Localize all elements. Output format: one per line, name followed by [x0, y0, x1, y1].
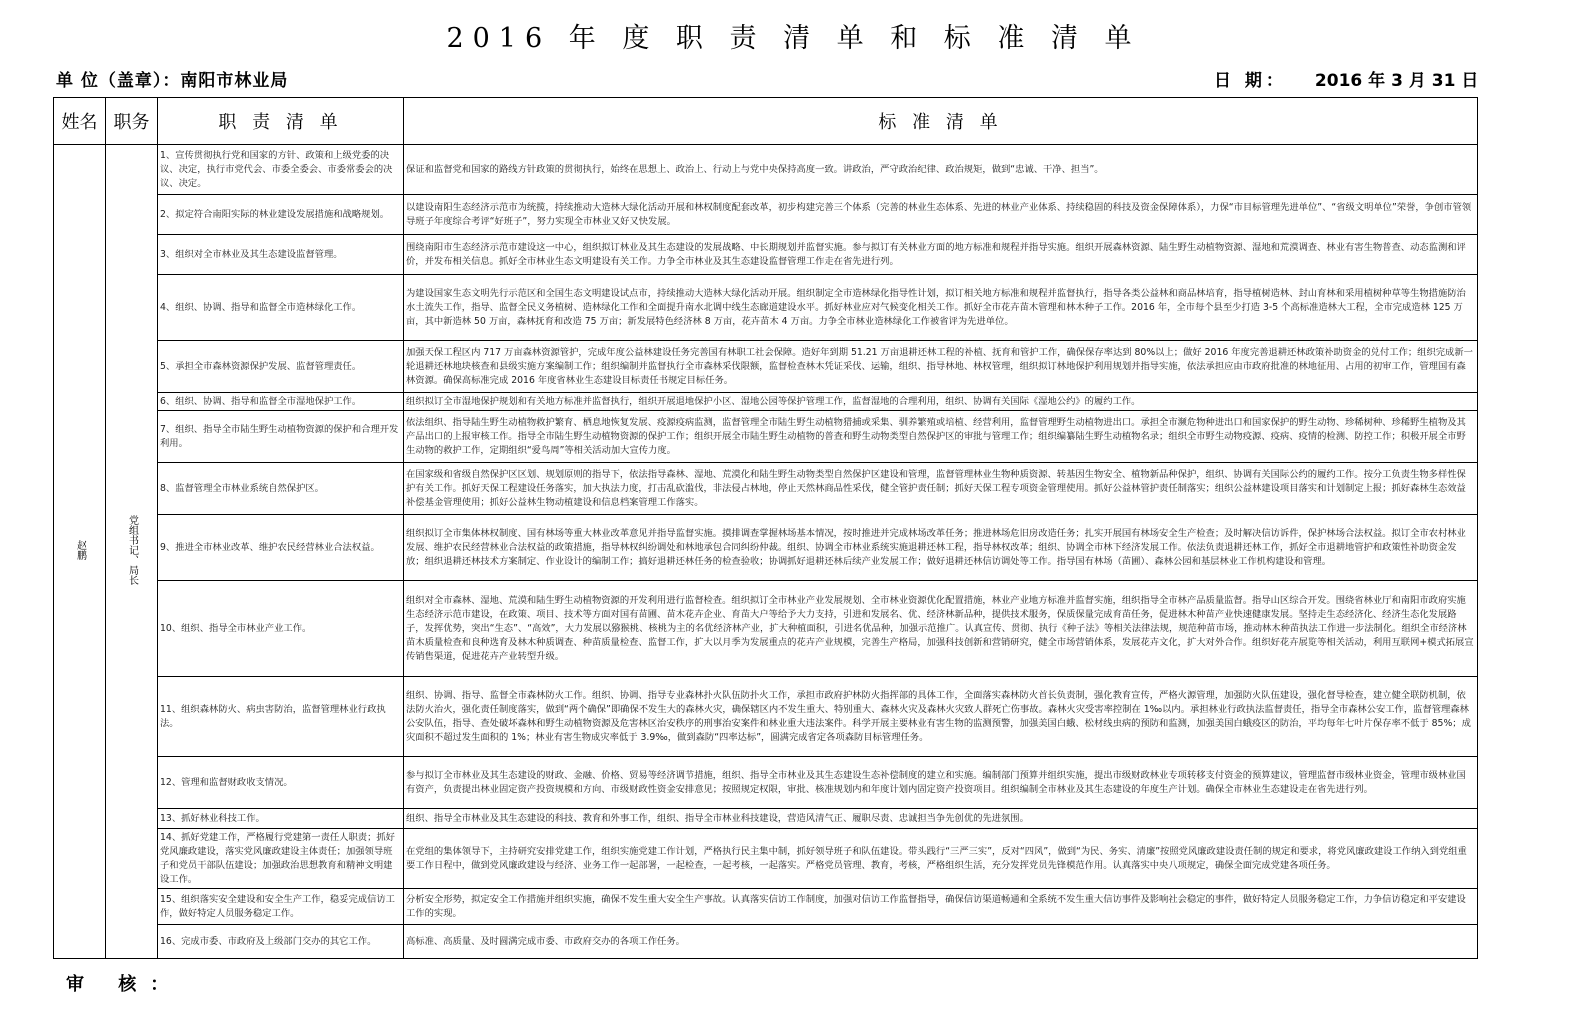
duty-cell: 9、推进全市林业改革、维护农民经营林业合法权益。: [158, 515, 404, 581]
table-row: [54, 195, 1478, 235]
duty-cell: 6、组织、协调、指导和监督全市湿地保护工作。: [158, 393, 404, 411]
standard-cell: 组织拟订全市湿地保护规划和有关地方标准并监督执行，组织开展退地保护小区、湿地公园等保护管理工作，监督湿地的合理利用，组织、协调有关国际《湿地公约》的履约工作。: [404, 393, 1478, 411]
table-row: [54, 889, 1478, 925]
table-row: [54, 515, 1478, 581]
duty-cell: 14、抓好党建工作，严格履行党建第一责任人职责；抓好党风廉政建设，落实党风廉政建设主体责任；加强领导班子和党员干部队伍建设；加强政治思想教育和精神文明建设工作。: [158, 829, 404, 889]
table-row: [54, 275, 1478, 341]
duty-cell: 11、组织森林防火、病虫害防治，监督管理林业行政执法。: [158, 677, 404, 757]
duty-cell: 2、拟定符合南阳实际的林业建设发展措施和战略规划。: [158, 195, 404, 235]
standard-cell: 以建设南阳生态经济示范市为统揽，持续推动大造林大绿化活动开展和林权制度配套改革，初步构建完善三个体系（完善的林业生态体系、先进的林业产业体系、持续稳固的科技及资金保障体系），力保“市目标管理先进单位”、“省级文明单位”荣誉，争创市管领导班子年度综合考评“好班子”，努力实现全市林业又好又快发展。: [404, 195, 1478, 235]
person-name: 赵鹏: [74, 540, 86, 560]
table-row: [54, 393, 1478, 411]
header-duty: 职 责 清 单: [158, 98, 404, 145]
table-header-row: [54, 98, 1478, 145]
header-post: 职务: [106, 98, 158, 145]
page-title: 2016 年 度 职 责 清 单 和 标 准 清 单: [446, 23, 1141, 54]
date-value: 2016 年 3 月 31 日: [1314, 71, 1479, 91]
header-standard: 标 准 清 单: [404, 98, 1478, 145]
duty-cell: 15、组织落实安全建设和安全生产工作，稳妥完成信访工作，做好特定人员服务稳定工作。: [158, 889, 404, 925]
standard-cell: 在国家级和省级自然保护区区划、规划原则的指导下，依法指导森林、湿地、荒漠化和陆生野生动物类型自然保护区建设和管理，监督管理林业生物种质资源、转基因生物安全、植物新品种保护，组织、协调有关国际公约的履约工作。按分工负责生物多样性保护有关工作。抓好天保工程建设任务落实，加大执法力度，打击乱砍滥伐，非法侵占林地，停止天然林商品性采伐，健全管护责任制；抓好天保工程专项资金管理使用。抓好公益林管护责任制落实；组织公益林建设项目落实和计划制定上报；抓好森林生态效益补偿基金管理使用；抓好公益林生物动植建设和信息档案管理工作落实。: [404, 463, 1478, 515]
unit-value: 南阳市林业局: [180, 71, 289, 91]
table-row: [54, 809, 1478, 829]
table-row: [54, 145, 1478, 195]
duty-cell: 3、组织对全市林业及其生态建设监督管理。: [158, 235, 404, 275]
duty-cell: 12、管理和监督财政收支情况。: [158, 757, 404, 809]
table-row: [54, 463, 1478, 515]
standard-cell: 组织、协调、指导、监督全市森林防火工作。组织、协调、指导专业森林扑火队伍防扑火工作，承担市政府护林防火指挥部的具体工作，全面落实森林防火首长负责制，强化教育宣传，严格火源管理，加强防火队伍建设，强化督导检查，建立健全联防机制，依法防火治火，强化责任制度落实，做到“两个确保”即确保不发生大的森林火灾，确保辖区内不发生重大、特别重大、森林火灾及森林火灾致人群死亡伤事故。森林火灾受害率控制在 1‰以内。承担林业行政执法监督责任，指导全市森林公安工作，监督管理森林公安队伍，指导、查处破坏森林和野生动植物资源及危害林区治安秩序的刑事治安案件和林业重大违法案件。科学开展主要林业有害生物的监测预警，加强美国白蛾、松材线虫病的预防和监测，加强美国白蛾疫区的防治，平均每年七叶片保存率不低于 85%；成灾面积不超过发生面积的 1%；林业有害生物成灾率低于 3.9‰，做到森防“四率达标”，圆满完成省定各项森防目标管理任务。: [404, 677, 1478, 757]
table-body: [54, 145, 1478, 959]
table-row: [54, 829, 1478, 889]
duty-cell: 10、组织、指导全市林业产业工作。: [158, 581, 404, 677]
audit-label: 审 核：: [66, 974, 183, 995]
standard-cell: 依法组织、指导陆生野生动植物救护繁育、栖息地恢复发展、疫源疫病监测，监督管理全市陆生野生动植物猎捕或采集、驯养繁殖或培植、经营利用，监督管理野生动植物进出口。承担全市濒危物种进出口和国家保护的野生动物、珍稀树种、珍稀野生植物及其产品出口的上报审核工作。指导全市陆生野生动植物资源的保护工作；组织开展全市陆生野生动植物的普查和野生动物类型自然保护区的审批与管理工作；组织编纂陆生野生动植物名录；组织全市野生动物疫源、疫病、疫情的检测、防控工作；积极开展全市野生动物的救护工作，定期组织“爱鸟周”等相关活动加大宣传力度。: [404, 411, 1478, 463]
unit-label: 单 位（盖章）：: [56, 71, 181, 91]
standard-cell: 组织、指导全市林业及其生态建设的科技、教育和外事工作，组织、指导全市林业科技建设，营造风清气正、履职尽责、忠诚担当争先创优的先进氛围。: [404, 809, 1478, 829]
duty-standard-table: [53, 97, 1478, 959]
duty-cell: 1、宣传贯彻执行党和国家的方针、政策和上级党委的决议、决定，执行市党代会、市委全委会、市委常委会的决议、决定。: [158, 145, 404, 195]
duty-cell: 4、组织、协调、指导和监督全市造林绿化工作。: [158, 275, 404, 341]
duty-cell: 8、监督管理全市林业系统自然保护区。: [158, 463, 404, 515]
duty-cell: 5、承担全市森林资源保护发展、监督管理责任。: [158, 341, 404, 393]
standard-cell: 围绕南阳市生态经济示范市建设这一中心，组织拟订林业及其生态建设的发展战略、中长期规划并监督实施。参与拟订有关林业方面的地方标准和规程并指导实施。组织开展森林资源、陆生野生动植物资源、湿地和荒漠调查、林业有害生物普查、动态监测和评价，并发布相关信息。抓好全市林业生态文明建设有关工作。力争全市林业及其生态建设监督管理工作走在省先进行列。: [404, 235, 1478, 275]
standard-cell: 参与拟订全市林业及其生态建设的财政、金融、价格、贸易等经济调节措施，组织、指导全市林业及其生态建设生态补偿制度的建立和实施。编制部门预算并组织实施，提出市级财政林业专项转移支付资金的预算建议，管理监督市级林业资金，管理市级林业国有资产，负责提出林业固定资产投资规模和方向、市级财政性资金安排意见；按照规定权限，审批、核准规划内和年度计划内固定资产投资项目。组织编制全市林业及其生态建设的年度生产计划。确保全市林业生态建设走在省先进行列。: [404, 757, 1478, 809]
table-row: [54, 757, 1478, 809]
table-row: [54, 677, 1478, 757]
person-name-cell: [54, 145, 106, 959]
date-line: [1214, 66, 1478, 91]
person-post: 党组书记、局长: [126, 515, 138, 585]
standard-cell: 组织对全市森林、湿地、荒漠和陆生野生动植物资源的开发利用进行监督检查。组织拟订全市林业产业发展规划、全市林业资源优化配置措施，林业产业地方标准并监督实施，组织指导全市林产品质量监督。指导山区综合开发。围绕省林业厅和南阳市政府实施生态经济示范市建设，在政策、项目、技术等方面对国有苗圃、苗木花卉企业、育苗大户等给予大力支持，引进和发展名、优、经济林新品种，提供技术服务，保质保量完成育苗任务，促进林木种苗产业快速健康发展。坚持走生态经济化、经济生态化发展路子，发挥优势，突出“生态”、“高效”，大力发展以猕猴桃、核桃为主的名优经济林产业，扩大种植面积，引进名优品种，加强示范推广。认真宣传、贯彻、执行《种子法》等相关法律法规，规范种苗市场，推动林木种苗执法工作进一步法制化。组织全市经济林苗木质量检查和良种选育及林木种质调查、种苗质量检查、监督工作，扩大以月季为发展重点的花卉产业规模，完善生产格局，加强科技创新和营销研究，健全市场营销体系，发展花卉文化，扩大对外合作。组织好花卉展览等相关活动，利用互联网+模式拓展宣传销售渠道，促进花卉产业转型升级。: [404, 581, 1478, 677]
standard-cell: 为建设国家生态文明先行示范区和全国生态文明建设试点市，持续推动大造林大绿化活动开展。组织制定全市造林绿化指导性计划，拟订相关地方标准和规程并监督执行，指导各类公益林和商品林培育，指导植树造林、封山育林和采用植树种草等生物措施防治水土流失工作，指导、监督全民义务植树、造林绿化工作和全面提升南水北调中线生态廊道建设水平。抓好林业应对气候变化相关工作。抓好全市花卉苗木管理和林木种子工作。2016 年，全市每个县至少打造 3-5 个高标准造林大工程，全市完成造林 125 万亩，其中新造林 50 万亩，森林抚育和改造 75 万亩；新发展特色经济林 8 万亩，花卉苗木 4 万亩。力争全市林业造林绿化工作被省评为先进单位。: [404, 275, 1478, 341]
unit-line: [56, 66, 288, 91]
table-row: [54, 411, 1478, 463]
table-row: [54, 235, 1478, 275]
table-row: [54, 581, 1478, 677]
standard-cell: 保证和监督党和国家的路线方针政策的贯彻执行，始终在思想上、政治上、行动上与党中央保持高度一致。讲政治，严守政治纪律、政治规矩，做到“忠诚、干净、担当”。: [404, 145, 1478, 195]
duty-cell: 16、完成市委、市政府及上级部门交办的其它工作。: [158, 925, 404, 959]
standard-cell: 组织拟订全市集体林权制度、国有林场等重大林业改革意见并指导监督实施。摸排调查掌握林场基本情况，按时推进并完成林场改革任务；推进林场危旧房改造任务；扎实开展国有林场安全生产检查；及时解决信访诉件，保护林场合法权益。拟订全市农村林业发展、维护农民经营林业合法权益的政策措施，指导林权纠纷调处和林地承包合同纠纷仲裁。组织、协调全市林业系统实施退耕还林工程，指导林权改革；组织、协调全市林下经济发展工作。依法负责退耕还林工作，抓好全市退耕地管护和政策性补助资金发放；组织退耕还林技术方案制定、作业设计的编制工作；搞好退耕还林任务的检查验收；协调抓好退耕还林后续产业发展工作；做好退耕还林信访调处等工作。指导国有林场（苗圃）、森林公园和基层林业工作机构建设和管理。: [404, 515, 1478, 581]
person-post-cell: [106, 145, 158, 959]
standard-cell: 加强天保工程区内 717 万亩森林资源管护，完成年度公益林建设任务完善国有林职工社会保障。造好年到期 51.21 万亩退耕还林工程的补植、抚育和管护工作，确保保存率达到 80%以上；做好 2016 年度完善退耕还林政策补助资金的兑付工作；组织完成新一轮退耕还林地块核查和县级实施方案编制工作；组织编制并监督执行全市森林采伐限额，监督检查林木凭证采伐、运输，组织、指导林地、林权管理，组织拟订林地保护利用规划并指导实施，依法承担应由市政府批准的林地征用、占用的初审工作，管理国有森林资源。确保高标准完成 2016 年度省林业生态建设目标责任书规定目标任务。: [404, 341, 1478, 393]
duty-cell: 7、组织、指导全市陆生野生动植物资源的保护和合理开发利用。: [158, 411, 404, 463]
duty-cell: 13、抓好林业科技工作。: [158, 809, 404, 829]
standard-cell: 分析安全形势，拟定安全工作措施并组织实施，确保不发生重大安全生产事故。认真落实信访工作制度，加强对信访工作监督指导，确保信访渠道畅通和全系统不发生重大信访事件及影响社会稳定的事件，做好特定人员服务稳定工作，力争信访稳定和平安建设工作的实现。: [404, 889, 1478, 925]
table-row: [54, 925, 1478, 959]
date-label: 日 期：: [1214, 71, 1287, 91]
standard-cell: 高标准、高质量、及时圆满完成市委、市政府交办的各项工作任务。: [404, 925, 1478, 959]
header-name: 姓名: [54, 98, 106, 145]
standard-cell: 在党组的集体领导下，主持研究安排党建工作，组织实施党建工作计划，严格执行民主集中制，抓好领导班子和队伍建设。带头践行“三严三实”，反对“四风”，做到“为民、务实、清廉”按照党风廉政建设责任制的规定和要求，将党风廉政建设工作纳入到党组重要工作日程中，做到党风廉政建设与经济、业务工作一起部署，一起检查，一起考核，一起落实。严格党员管理、教育，考核，严格组织生活，充分发挥党员先锋模范作用。认真落实中央八项规定，确保全面完成党建各项任务。: [404, 829, 1478, 889]
table-row: [54, 341, 1478, 393]
